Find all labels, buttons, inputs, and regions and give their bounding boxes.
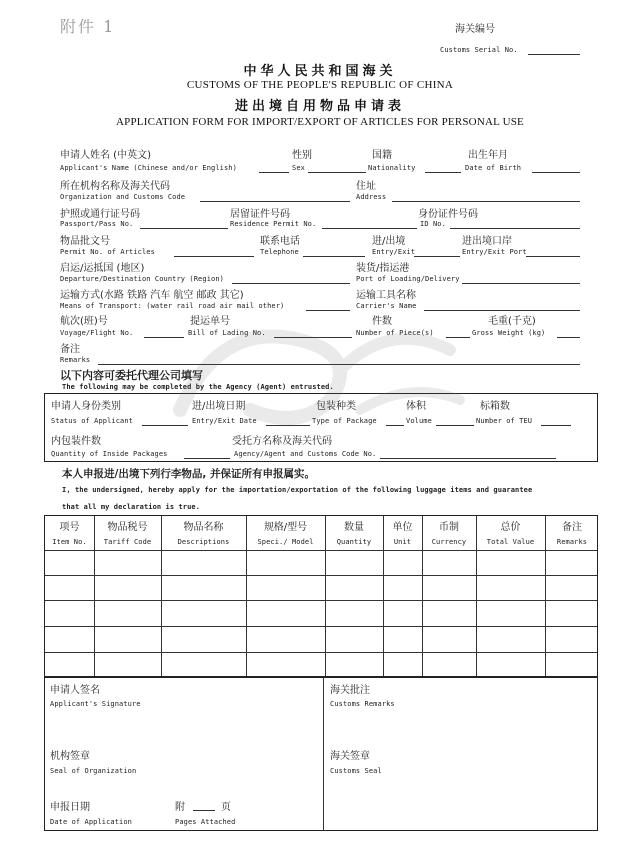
- customs-seal-label-zh: 海关签章: [330, 751, 370, 762]
- phone-label-en: Telephone: [260, 248, 299, 256]
- table-header-quantity: 数量 Quantity: [336, 522, 372, 546]
- application-date-label-zh: 申报日期: [50, 802, 90, 813]
- weight-label-zh: 毛重(千克): [488, 316, 536, 327]
- permit-label-zh: 物品批文号: [60, 236, 110, 247]
- status-field[interactable]: [142, 425, 188, 426]
- lading-field[interactable]: [274, 337, 352, 338]
- applicant-name-label-en: Applicant's Name (Chinese and/or English): [60, 164, 237, 172]
- address-field[interactable]: [392, 201, 580, 202]
- voyage-label-zh: 航次(班)号: [60, 316, 108, 327]
- entry-date-field[interactable]: [266, 425, 310, 426]
- loading-label-en: Port of Loading/Delivery: [356, 275, 460, 283]
- loading-label-zh: 装货/指运港: [356, 263, 410, 274]
- applicant-signature-label-en: Applicant's Signature: [50, 700, 141, 708]
- inside-packages-label-zh: 内包装件数: [51, 436, 101, 447]
- nationality-label-en: Nationality: [368, 164, 416, 172]
- id-label-zh: 身份证件号码: [418, 209, 478, 220]
- nationality-field[interactable]: [425, 172, 461, 173]
- transport-label-en: Means of Transport: (water rail road air mail other): [60, 302, 285, 310]
- pages-attached-field[interactable]: [193, 810, 215, 811]
- sex-label-zh: 性别: [292, 150, 312, 161]
- seal-organization-area[interactable]: [48, 778, 318, 796]
- table-row[interactable]: [45, 600, 597, 626]
- entry-date-label-zh: 进/出境日期: [192, 401, 246, 412]
- table-header-total-value: 总价 Total Value: [486, 522, 535, 546]
- agent-label-en: Agency/Agent and Customs Code No.: [234, 450, 377, 458]
- transport-field[interactable]: [306, 310, 350, 311]
- title-zh-customs: 中华人民共和国海关: [243, 64, 397, 79]
- customs-serial-label-en: Customs Serial No.: [440, 46, 518, 54]
- departure-field[interactable]: [232, 283, 350, 284]
- entry-exit-label-en: Entry/Exit: [372, 248, 416, 256]
- table-header-descriptions: 物品名称 Descriptions: [177, 522, 230, 546]
- applicant-name-label-zh: 申请人姓名 (中英文): [60, 150, 151, 161]
- remarks-label-zh: 备注: [60, 344, 80, 355]
- permit-label-en: Permit No. of Articles: [60, 248, 155, 256]
- org-field[interactable]: [200, 201, 350, 202]
- nationality-label-zh: 国籍: [372, 150, 392, 161]
- address-label-zh: 住址: [356, 181, 376, 192]
- title-zh-form: 进出境自用物品申请表: [234, 99, 405, 114]
- declaration-zh: 本人申报进/出境下列行李物品, 并保证所有申报属实。: [62, 468, 315, 480]
- voyage-label-en: Voyage/Flight No.: [60, 329, 134, 337]
- phone-label-zh: 联系电话: [260, 236, 300, 247]
- inside-packages-label-en: Quantity of Inside Packages: [51, 450, 168, 458]
- passport-field[interactable]: [140, 228, 228, 229]
- entry-exit-label-zh: 进/出境: [372, 236, 406, 247]
- departure-label-zh: 启运/运抵国 (地区): [60, 263, 145, 274]
- items-table: [44, 515, 598, 677]
- lading-label-zh: 提运单号: [190, 316, 230, 327]
- status-label-zh: 申请人身份类别: [51, 401, 121, 412]
- transport-label-zh: 运输方式(水路 铁路 汽车 航空 邮政 其它): [60, 290, 244, 301]
- pieces-label-zh: 件数: [372, 316, 392, 327]
- declaration-en-line2: that all my declaration is true.: [62, 503, 201, 511]
- port-label-en: Entry/Exit Port: [462, 248, 527, 256]
- signature-divider: [323, 677, 324, 831]
- dob-label-en: Date of Birth: [465, 164, 522, 172]
- inside-packages-field[interactable]: [184, 458, 230, 459]
- dob-label-zh: 出生年月: [468, 150, 508, 161]
- org-label-en: Organization and Customs Code: [60, 193, 186, 201]
- residence-label-en: Residence Permit No.: [230, 220, 317, 228]
- carrier-label-en: Carrier's Name: [356, 302, 417, 310]
- permit-field[interactable]: [174, 256, 254, 257]
- port-field[interactable]: [526, 256, 580, 257]
- carrier-label-zh: 运输工具名称: [356, 290, 416, 301]
- port-label-zh: 进出境口岸: [462, 236, 512, 247]
- departure-label-en: Departure/Destination Country (Region): [60, 275, 224, 283]
- table-row[interactable]: [45, 550, 597, 575]
- customs-serial-field[interactable]: [528, 54, 580, 55]
- status-label-en: Status of Applicant: [51, 417, 133, 425]
- entry-date-label-en: Entry/Exit Date: [192, 417, 257, 425]
- id-field[interactable]: [450, 228, 580, 229]
- volume-label-en: Volume: [406, 417, 432, 425]
- pages-attached-label-zh-2: 页: [221, 802, 231, 813]
- customs-remarks-label-zh: 海关批注: [330, 685, 370, 696]
- table-header-item-no: 项号 Item No.: [52, 522, 87, 546]
- agency-heading-zh: 以下内容可委托代理公司填写: [60, 369, 203, 382]
- weight-label-en: Gross Weight (kg): [472, 329, 546, 337]
- teu-label-en: Number of TEU: [476, 417, 533, 425]
- attachment-label: 附件 1: [60, 17, 116, 36]
- pages-attached-label-en: Pages Attached: [175, 818, 236, 826]
- application-date-label-en: Date of Application: [50, 818, 132, 826]
- passport-label-en: Passport/Pass No.: [60, 220, 134, 228]
- table-row[interactable]: [45, 626, 597, 652]
- address-label-en: Address: [356, 193, 387, 201]
- declaration-en-line1: I, the undersigned, hereby apply for the importation/exportation of the following luggage items and guarantee: [62, 486, 533, 494]
- dob-field[interactable]: [532, 172, 580, 173]
- applicant-signature-label-zh: 申请人签名: [50, 685, 100, 696]
- customs-seal-label-en: Customs Seal: [330, 767, 382, 775]
- voyage-field[interactable]: [144, 337, 184, 338]
- carrier-field[interactable]: [424, 310, 580, 311]
- org-label-zh: 所在机构名称及海关代码: [60, 181, 170, 192]
- volume-field[interactable]: [436, 425, 474, 426]
- customs-serial-label-zh: 海关编号: [455, 24, 495, 35]
- table-row[interactable]: [45, 652, 597, 676]
- volume-label-zh: 体积: [406, 401, 426, 412]
- seal-organization-label-zh: 机构签章: [50, 751, 90, 762]
- weight-field[interactable]: [557, 337, 580, 338]
- table-header-remarks: 备注 Remarks: [556, 522, 588, 546]
- seal-organization-label-en: Seal of Organization: [50, 767, 137, 775]
- applicant-name-field[interactable]: [259, 172, 289, 173]
- loading-field[interactable]: [462, 283, 580, 284]
- agency-heading-en: The following may be completed by the Agency (Agent) entrusted.: [62, 383, 334, 391]
- title-en-form: APPLICATION FORM FOR IMPORT/EXPORT OF ARTICLES FOR PERSONAL USE: [116, 116, 524, 128]
- teu-label-zh: 标箱数: [480, 401, 510, 412]
- id-label-en: ID No.: [420, 220, 446, 228]
- pages-attached-label-zh-1: 附: [175, 802, 185, 813]
- table-header-currency: 币制 Currency: [431, 522, 467, 546]
- agent-label-zh: 受托方名称及海关代码: [232, 436, 332, 447]
- passport-label-zh: 护照或通行证号码: [60, 209, 140, 220]
- residence-field[interactable]: [322, 228, 417, 229]
- table-header-tariff-code: 物品税号 Tariff Code: [103, 522, 152, 546]
- title-en-customs: CUSTOMS OF THE PEOPLE'S REPUBLIC OF CHINA: [186, 79, 454, 91]
- package-field[interactable]: [386, 425, 404, 426]
- table-header-unit: 单位 Unit: [392, 522, 413, 546]
- remarks-label-en: Remarks: [60, 356, 91, 364]
- agent-field[interactable]: [380, 458, 556, 459]
- pieces-field[interactable]: [446, 337, 470, 338]
- package-label-en: Type of Package: [312, 417, 377, 425]
- remarks-field[interactable]: [98, 364, 580, 365]
- customs-remarks-label-en: Customs Remarks: [330, 700, 395, 708]
- entry-exit-field[interactable]: [414, 256, 460, 257]
- residence-label-zh: 居留证件号码: [230, 209, 290, 220]
- lading-label-en: Bill of Lading No.: [188, 329, 266, 337]
- package-label-zh: 包装种类: [316, 401, 356, 412]
- pieces-label-en: Number of Piece(s): [356, 329, 434, 337]
- table-header-model: 规格/型号 Speci./ Model: [257, 522, 314, 546]
- phone-field[interactable]: [303, 256, 365, 257]
- teu-field[interactable]: [541, 425, 571, 426]
- sex-field[interactable]: [308, 172, 366, 173]
- table-row[interactable]: [45, 575, 597, 600]
- applicant-signature-area[interactable]: [48, 712, 318, 742]
- sex-label-en: Sex: [292, 164, 305, 172]
